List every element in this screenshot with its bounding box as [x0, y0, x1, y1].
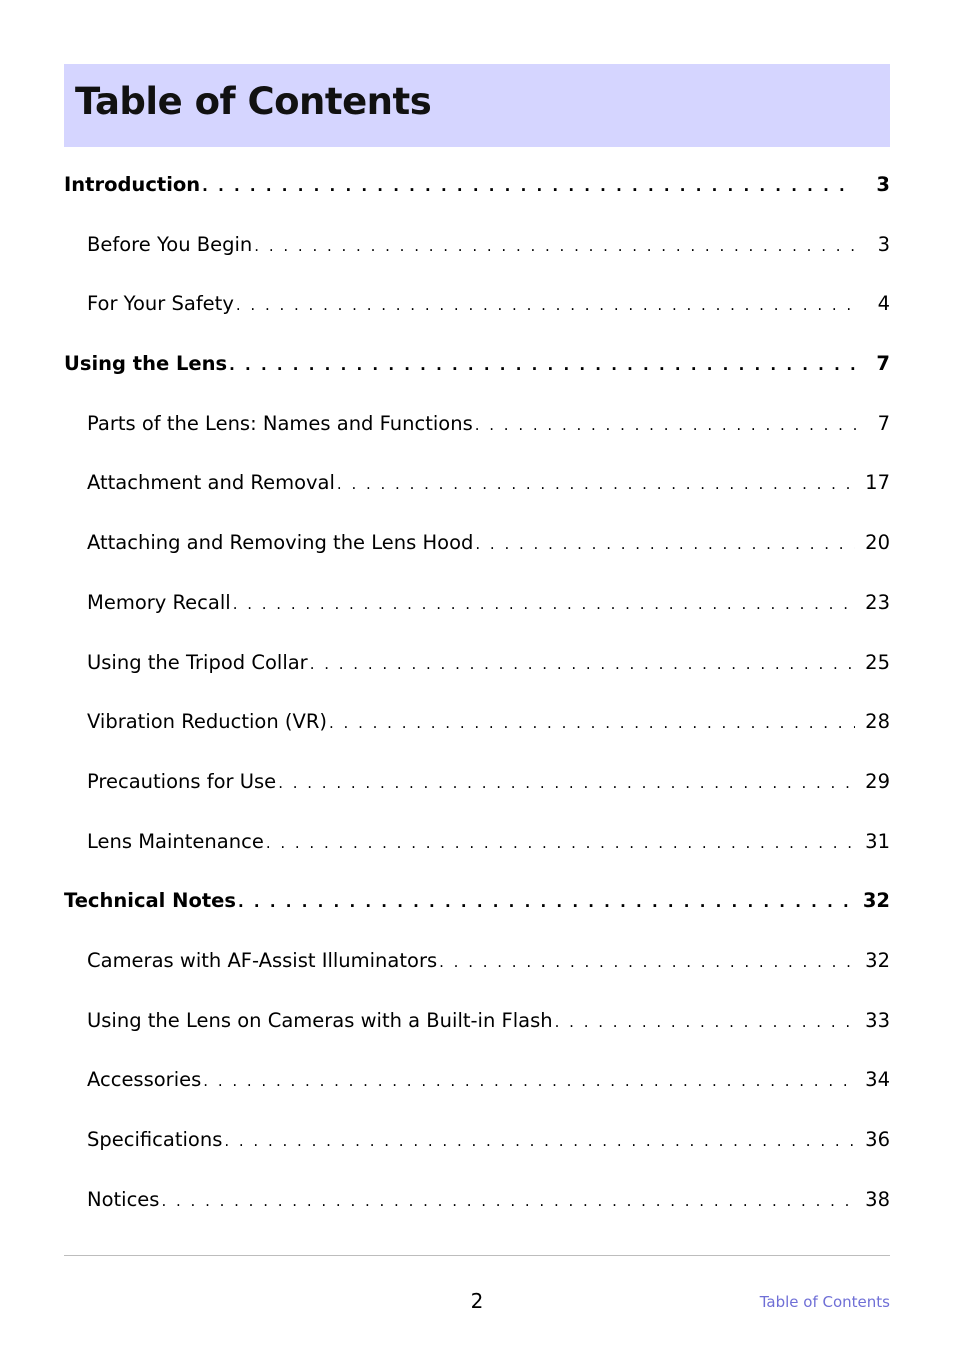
page-number: 2	[470, 1289, 484, 1313]
toc-entry-label: Accessories	[87, 1068, 202, 1092]
toc-leader-dots	[229, 336, 856, 394]
toc-leader-dots	[475, 515, 855, 573]
toc-leader-dots	[555, 993, 856, 1051]
toc-entry[interactable]	[64, 991, 890, 1051]
toc-leader-dots	[475, 396, 856, 454]
toc-leader-dots	[161, 1172, 855, 1230]
toc-entry[interactable]	[64, 1050, 890, 1110]
toc-entry-label: Notices	[87, 1187, 160, 1211]
toc-entry-page: 4	[877, 292, 890, 316]
toc-entry-label: Parts of the Lens: Names and Functions	[87, 411, 473, 435]
toc-entry-label: Attaching and Removing the Lens Hood	[87, 531, 474, 555]
toc-entry[interactable]	[64, 453, 890, 513]
toc-entry[interactable]	[64, 871, 890, 931]
title-banner	[64, 64, 890, 147]
toc-entry-label: Precautions for Use	[87, 769, 277, 793]
toc-entry[interactable]	[64, 155, 890, 215]
footer-section-link[interactable]: Table of Contents	[759, 1293, 890, 1311]
toc-entry[interactable]	[64, 215, 890, 275]
toc-entry-page: 3	[877, 232, 890, 256]
toc-entry[interactable]	[64, 394, 890, 454]
toc-entry[interactable]	[64, 1170, 890, 1230]
toc-entry-page: 3	[876, 173, 890, 196]
toc-entry-page: 32	[862, 889, 890, 913]
toc-entry-page: 34	[865, 1068, 890, 1092]
toc-entry-label: Lens Maintenance	[87, 829, 264, 853]
toc-leader-dots	[202, 157, 856, 215]
toc-entry-page: 7	[877, 411, 890, 435]
toc-entry[interactable]	[64, 1110, 890, 1170]
toc-entry[interactable]	[64, 812, 890, 872]
toc-entry-label: Cameras with AF-Assist Illuminators	[87, 948, 438, 972]
toc-leader-dots	[278, 754, 855, 812]
toc-entry-page: 28	[865, 710, 890, 734]
toc-entry[interactable]	[64, 274, 890, 334]
toc-entry[interactable]	[64, 513, 890, 573]
page-title: Table of Contents	[75, 80, 432, 123]
toc-leader-dots	[254, 217, 856, 275]
toc-entry-label: Memory Recall	[87, 590, 231, 614]
toc-leader-dots	[203, 1052, 855, 1110]
toc-entry-page: 7	[876, 352, 890, 376]
toc-entry-label: Using the Tripod Collar	[87, 650, 308, 674]
toc-leader-dots	[236, 276, 856, 334]
toc-entry-page: 33	[865, 1008, 890, 1032]
toc-entry-page: 20	[865, 531, 890, 555]
toc-entry-label: Technical Notes	[64, 889, 237, 913]
toc-entry-page: 38	[865, 1187, 890, 1211]
toc-entry[interactable]	[64, 334, 890, 394]
toc-entry-label: Specifications	[87, 1128, 223, 1151]
toc-entry[interactable]	[64, 752, 890, 812]
toc-leader-dots	[310, 635, 855, 693]
toc-entry-label: For Your Safety	[87, 292, 234, 316]
toc-leader-dots	[233, 575, 855, 633]
toc-entry-label: Attachment and Removal	[87, 471, 335, 495]
toc-entry-page: 25	[865, 650, 890, 674]
toc-entry[interactable]	[64, 573, 890, 633]
toc-entry-label: Vibration Reduction (VR)	[87, 710, 328, 734]
toc-entry-page: 36	[865, 1128, 890, 1151]
toc-entry[interactable]	[64, 931, 890, 991]
toc-entry[interactable]	[64, 692, 890, 752]
toc-entry-page: 17	[865, 471, 890, 495]
table-of-contents	[64, 155, 890, 1229]
footer-divider	[64, 1255, 890, 1256]
toc-entry-label: Introduction	[64, 173, 201, 196]
toc-leader-dots	[238, 873, 853, 931]
toc-leader-dots	[439, 933, 855, 991]
toc-entry-label: Before You Begin	[87, 232, 253, 256]
toc-entry-label: Using the Lens	[64, 352, 228, 376]
toc-leader-dots	[224, 1112, 855, 1170]
toc-entry-page: 31	[865, 829, 890, 853]
toc-leader-dots	[337, 455, 855, 513]
toc-entry-page: 23	[865, 590, 890, 614]
toc-leader-dots	[329, 694, 855, 752]
toc-entry-page: 29	[865, 769, 890, 793]
toc-leader-dots	[266, 814, 855, 872]
toc-entry-label: Using the Lens on Cameras with a Built-in Flash	[87, 1008, 553, 1032]
toc-entry[interactable]	[64, 633, 890, 693]
toc-entry-page: 32	[865, 948, 890, 972]
